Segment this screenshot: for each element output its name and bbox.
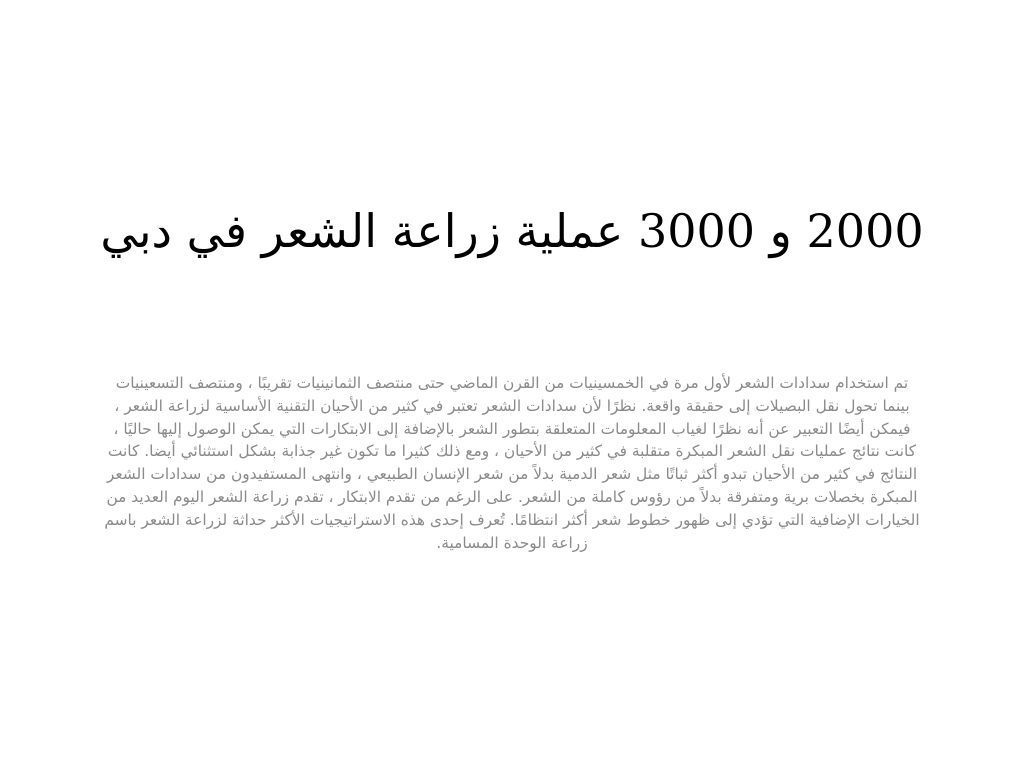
slide-title: 2000 و 3000 عملية زراعة الشعر في دبي bbox=[100, 204, 924, 258]
slide-body-text: تم استخدام سدادات الشعر لأول مرة في الخمسينيات من القرن الماضي حتى منتصف الثمانينيات تقريبًا ، ومنتصف التسعينيات بينما تحول نقل البصيلات إلى حقيقة واقعة. نظرًا لأن سدادات الشعر تعتبر في كثير من الأحيان التقنية الأساسية لزراعة الشعر ، فيمكن أيضًا التعبير عن أنه نظرًا لغياب المعلومات المتعلقة بتطور الشعر بالإضافة إلى الابتكارات التي يمكن الوصول إليها حاليًا ، كانت نتائج عمليات نقل الشعر المبكرة متقلبة في كثير من الأحيان ، ومع ذلك كثيرا ما تكون غير جذابة بشكل استثنائي أيضا. كانت النتائج في كثير من الأحيان تبدو أكثر ثباتًا مثل شعر الدمية بدلاً من شعر الإنسان الطبيعي ، وانتهى المستفيدون من سدادات الشعر المبكرة بخصلات برية ومتفرقة بدلاً من رؤوس كاملة من الشعر. على الرغم من تقدم الابتكار ، تقدم زراعة الشعر اليوم العديد من الخيارات الإضافية التي تؤدي إلى ظهور خطوط شعر أكثر انتظامًا. تُعرف إحدى هذه الاستراتيجيات الأكثر حداثة لزراعة الشعر باسم زراعة الوحدة المسامية. bbox=[104, 374, 920, 552]
